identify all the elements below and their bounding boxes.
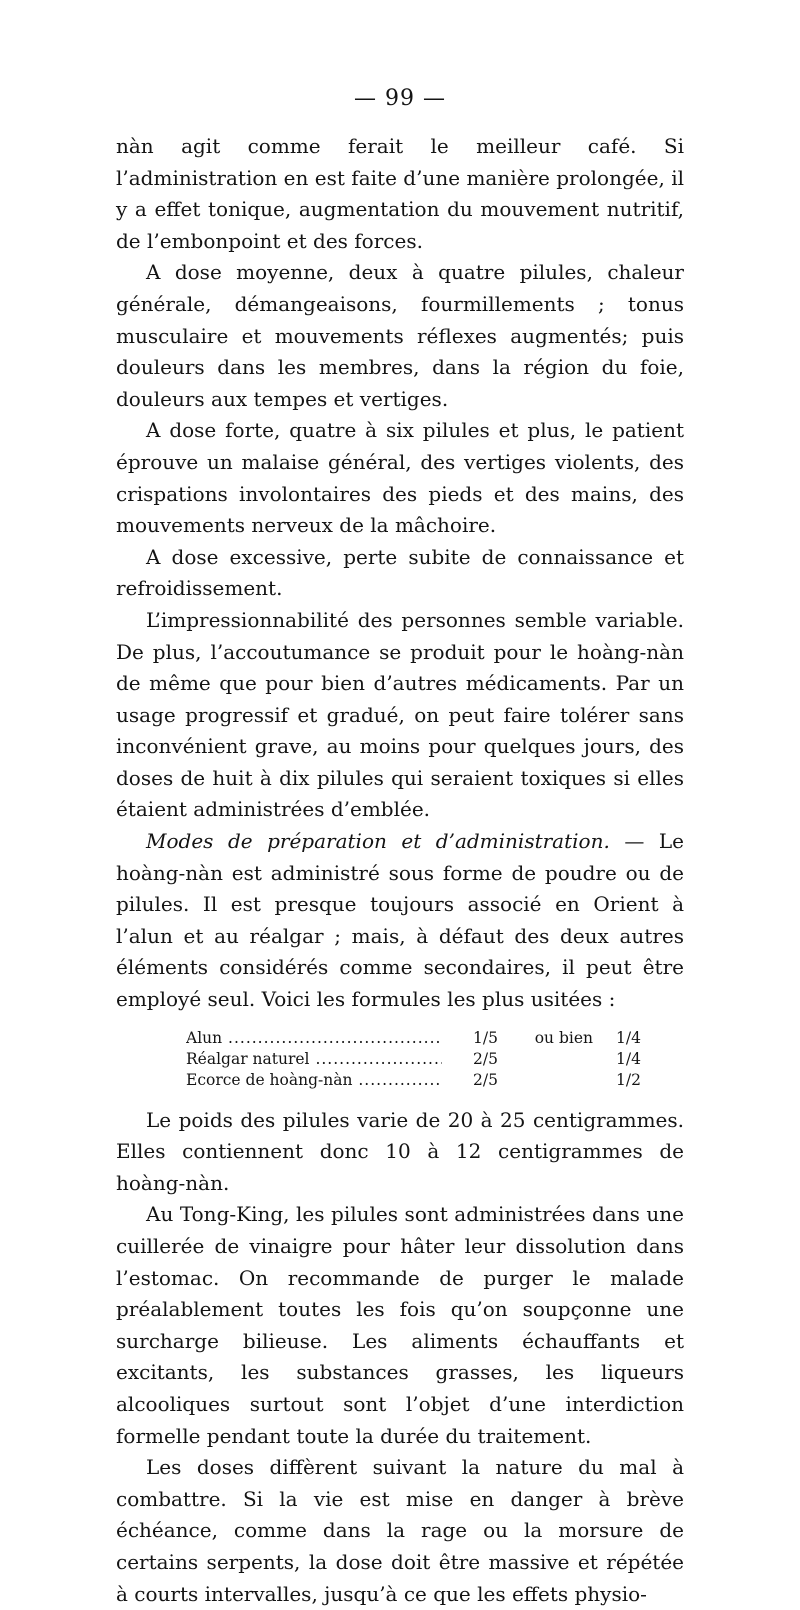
formula-alt-dose: 1/2 [616,1070,641,1089]
formula-alt-dose: 1/4 [616,1028,641,1047]
formula-ingredient: Ecorce de hoàng-nàn ..... [186,1070,442,1091]
formula-ingredient: Réalgar naturel ..... [186,1049,442,1070]
paragraph-tong-king: Au Tong-King, les pilules sont administrées dans une cuillerée de vinaigre pour hâter leur dissolution dans l’estomac. On recommande de purger le malade préalablement toutes les fois qu’on soupçonne une surcharge bilieuse. Les aliments échauffants et excitants, les substances grasses, les liqueurs alcooliques surtout sont l’objet d’une interdiction formelle pendant toute la durée du traitement. [116,1202,684,1448]
formula-dose: 2/5 [473,1049,498,1068]
modes-heading: Modes de préparation et d’administration. [146,829,610,854]
formula-row [186,1049,641,1070]
paragraph-pill-weight: Le poids des pilules varie de 20 à 25 centigrammes. Elles contiennent donc 10 à 12 centigrammes de hoàng-nàn. [116,1107,684,1195]
paragraph-continuation: nàn agit comme ferait le meilleur café. Si l’administration en est faite d’une manière prolongée, il y a effet tonique, augmentation du mouvement nutritif, de l’embonpoint et des forces. [116,134,684,253]
paragraph-moderate-dose: A dose moyenne, deux à quatre pilules, chaleur générale, démangeaisons, fourmillements ; tonus musculaire et mouvements réflexes augmentés; puis douleurs dans les membres, dans la région du foie, douleurs aux tempes et vertiges. [116,260,684,411]
page-number: — 99 — [354,86,446,111]
formula-dose: 1/5 [473,1028,498,1047]
formula-table [186,1028,641,1091]
formula-alt-dose: 1/4 [616,1049,641,1068]
paragraph-modes [116,826,684,1016]
formula-alt-label: ou bien [534,1028,593,1047]
modes-text: — Le hoàng-nàn est administré sous forme de poudre ou de pilules. Il est presque toujours associé en Orient à l’alun et au réalgar ; mais, à défaut des deux autres éléments considérés comme secondaires, il peut être employé seul. Voici les formules les plus usitées : [116,829,684,1012]
formula-row [186,1028,641,1049]
paragraph-doses-differ: Les doses diffèrent suivant la nature du mal à combattre. Si la vie est mise en danger à brève échéance, comme dans la rage ou la morsure de certains serpents, la dose doit être massive et répétée à courts intervalles, jusqu’à ce que les effets physio- [116,1455,684,1606]
paragraph-strong-dose: A dose forte, quatre à six pilules et plus, le patient éprouve un malaise général, des vertiges violents, des crispations involontaires des pieds et des mains, des mouvements nerveux de la mâchoire. [116,418,684,538]
formula-ingredient: Alun ..... [186,1028,442,1049]
formula-row [186,1070,641,1091]
paragraph-excessive-dose: A dose excessive, perte subite de connaissance et refroidissement. [116,544,684,601]
paragraph-impressionability: L’impressionnabilité des personnes semble variable. De plus, l’accoutumance se produit pour le hoàng-nàn de même que pour bien d’autres médicaments. Par un usage progressif et gradué, on peut faire tolérer sans inconvénient grave, au moins pour quelques jours, des doses de huit à dix pilules qui seraient toxiques si elles étaient administrées d’emblée. [116,607,684,822]
formula-dose: 2/5 [473,1070,498,1089]
